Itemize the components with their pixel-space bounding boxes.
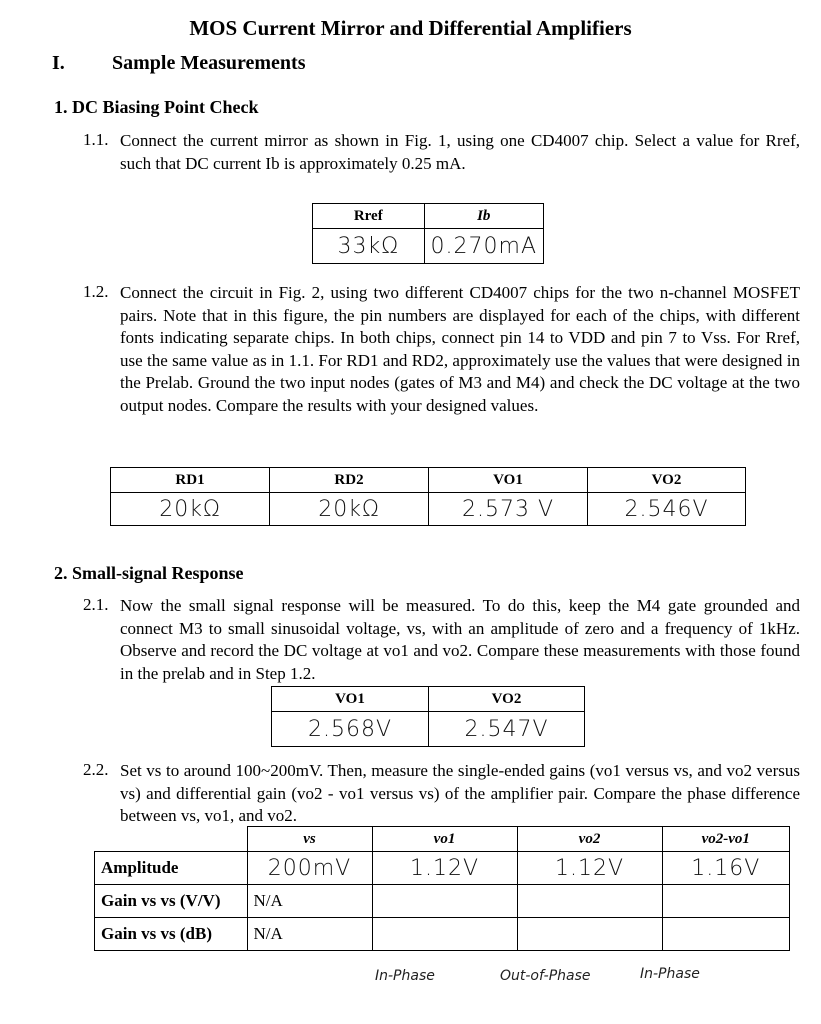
table-header: vs bbox=[247, 827, 372, 852]
table-header: VO2 bbox=[429, 687, 585, 712]
table-header: Ib bbox=[424, 204, 543, 229]
gain-db-vs: N/A bbox=[247, 918, 372, 951]
heading-dc-biasing: 1. DC Biasing Point Check bbox=[54, 97, 259, 117]
rd2-value: 20kΩ bbox=[270, 493, 429, 526]
row-label-gain-vv: Gain vs vs (V/V) bbox=[95, 885, 248, 918]
phase-note-vo1: In-Phase bbox=[375, 968, 435, 984]
table-header: VO2 bbox=[588, 468, 746, 493]
step-number-2-2: 2.2. bbox=[83, 760, 109, 779]
amplitude-vo2-vo1: 1.16V bbox=[662, 852, 790, 885]
table-header: vo2 bbox=[517, 827, 662, 852]
step-number-2-1: 2.1. bbox=[83, 595, 109, 614]
gain-vv-vs: N/A bbox=[247, 885, 372, 918]
amplitude-vo2: 1.12V bbox=[517, 852, 662, 885]
page-title: MOS Current Mirror and Differential Amplifiers bbox=[189, 16, 632, 40]
vo1-dc-value: 2.568V bbox=[272, 712, 429, 747]
amplitude-vs: 200mV bbox=[247, 852, 372, 885]
rd1-value: 20kΩ bbox=[111, 493, 270, 526]
table-header: vo1 bbox=[372, 827, 517, 852]
section-title: Sample Measurements bbox=[112, 52, 306, 74]
step-2-2-text: Set vs to around 100~200mV. Then, measure the single-ended gains (vo1 versus vs, and vo2 versus vs) and differential gain (vo2 - vo1 versus vs) of the amplifier pair. Compare the phase difference between vs, vo1, and vo2. bbox=[120, 761, 800, 826]
row-label-gain-db: Gain vs vs (dB) bbox=[95, 918, 248, 951]
table-header: RD1 bbox=[111, 468, 270, 493]
step-1-1-text: Connect the current mirror as shown in Fig. 1, using one CD4007 chip. Select a value for Rref, such that DC current Ib is approximately 0.25 mA. bbox=[120, 131, 800, 173]
table-header: VO1 bbox=[429, 468, 588, 493]
gain-vv-vo2-vo1 bbox=[662, 885, 790, 918]
table-header bbox=[95, 827, 248, 852]
step-number-1-2: 1.2. bbox=[83, 282, 109, 301]
step-1-2-text: Connect the circuit in Fig. 2, using two different CD4007 chips for the two n-channel MOSFET pairs. Note that in this figure, the pin numbers are displayed for each of the chips, with different fonts indicating separate chips. In both chips, connect pin 14 to VDD and pin 7 to Vss. For Rref, use the same value as in 1.1. For RD1 and RD2, approximately use the values that were designed in the Prelab. Ground the two input nodes (gates of M3 and M4) and check the DC voltage at the two output nodes. Compare the results with your designed values. bbox=[120, 283, 800, 415]
step-2-1-text: Now the small signal response will be measured. To do this, keep the M4 gate grounded and connect M3 to small sinusoidal voltage, vs, with an amplitude of zero and a frequency of 1kHz. Observe and record the DC voltage at vo1 and vo2. Compare these measurements with those found in the prelab and in Step 1.2. bbox=[120, 596, 800, 683]
section-number: I. bbox=[52, 52, 65, 74]
heading-small-signal: 2. Small-signal Response bbox=[54, 563, 244, 583]
vo1-value: 2.573 V bbox=[429, 493, 588, 526]
gain-table bbox=[94, 826, 790, 951]
phase-note-diff: In-Phase bbox=[640, 966, 700, 982]
gain-db-vo2-vo1 bbox=[662, 918, 790, 951]
gain-db-vo2 bbox=[517, 918, 662, 951]
phase-note-vo2: Out-of-Phase bbox=[500, 968, 591, 984]
vo-dc-table bbox=[271, 686, 585, 747]
gain-db-vo1 bbox=[372, 918, 517, 951]
table-header: Rref bbox=[313, 204, 425, 229]
gain-vv-vo2 bbox=[517, 885, 662, 918]
ib-value: 0.270mA bbox=[424, 229, 543, 264]
amplitude-vo1: 1.12V bbox=[372, 852, 517, 885]
table-header: VO1 bbox=[272, 687, 429, 712]
gain-vv-vo1 bbox=[372, 885, 517, 918]
table-header: vo2-vo1 bbox=[662, 827, 790, 852]
rref-ib-table bbox=[312, 203, 544, 264]
vo2-dc-value: 2.547V bbox=[429, 712, 585, 747]
dc-voltage-table bbox=[110, 467, 746, 526]
step-number-1-1: 1.1. bbox=[83, 130, 109, 149]
table-header: RD2 bbox=[270, 468, 429, 493]
row-label-amplitude: Amplitude bbox=[95, 852, 248, 885]
rref-value: 33kΩ bbox=[313, 229, 425, 264]
vo2-value: 2.546V bbox=[588, 493, 746, 526]
